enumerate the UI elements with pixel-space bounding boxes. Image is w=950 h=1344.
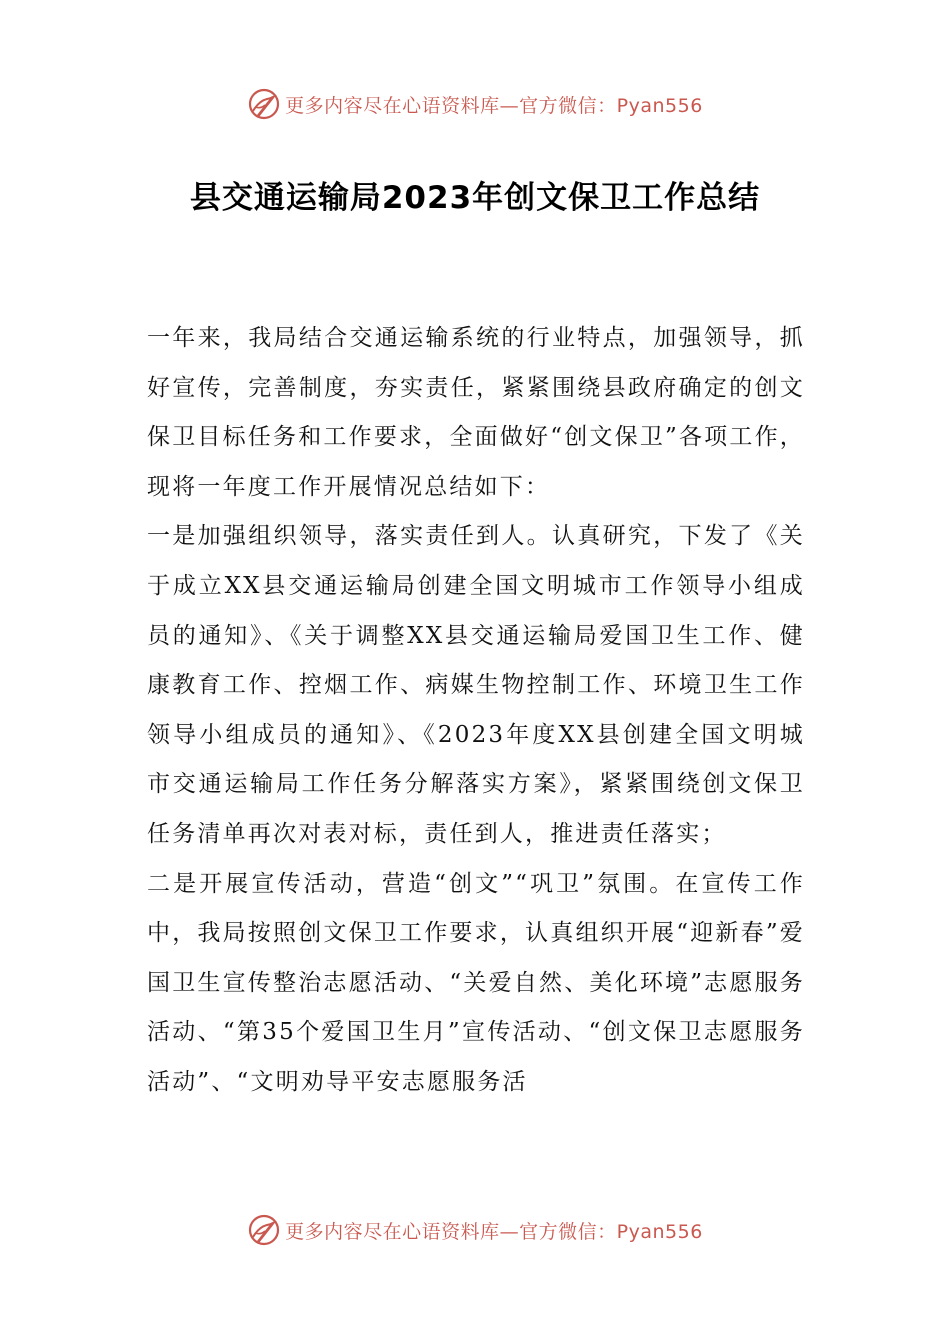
pen-logo-icon — [247, 87, 281, 121]
banner-account: Pyan556 — [616, 94, 703, 117]
pen-logo-icon — [247, 1213, 281, 1247]
paragraph-two: 二是开展宣传活动，营造“创文”“巩卫”氛围。在宣传工作中，我局按照创文保卫工作要求，认真组织开展“迎新春”爱国卫生宣传整治志愿活动、“关爱自然、美化环境”志愿服务活动、“第35个爱国卫生月”宣传活动、“创文保卫志愿服务活动”、“文明劝导平安志愿服务活 — [147, 870, 805, 1095]
header-watermark-banner — [0, 84, 950, 124]
banner-label: 更多内容尽在心语资料库—官方微信： — [285, 94, 617, 117]
banner-account: Pyan556 — [616, 1220, 703, 1243]
document-body — [147, 314, 805, 1108]
footer-watermark-banner — [0, 1210, 950, 1250]
banner-text — [285, 1217, 703, 1244]
banner-label: 更多内容尽在心语资料库—官方微信： — [285, 1220, 617, 1243]
paragraph-intro: 一年来，我局结合交通运输系统的行业特点，加强领导，抓好宣传，完善制度，夯实责任，紧紧围绕县政府确定的创文保卫目标任务和工作要求，全面做好“创文保卫”各项工作，现将一年度工作开展情况总结如下： — [147, 325, 805, 500]
paragraph-one: 一是加强组织领导，落实责任到人。认真研究，下发了《关于成立XX县交通运输局创建全国文明城市工作领导小组成员的通知》、《关于调整XX县交通运输局爱国卫生工作、健康教育工作、控烟工作、病媒生物控制工作、环境卫生工作领导小组成员的通知》、《2023年度XX县创建全国文明城市交通运输局工作任务分解落实方案》，紧紧围绕创文保卫任务清单再次对表对标，责任到人，推进责任落实； — [147, 523, 805, 847]
banner-text — [285, 91, 703, 118]
document-title: 县交通运输局2023年创文保卫工作总结 — [189, 180, 761, 216]
